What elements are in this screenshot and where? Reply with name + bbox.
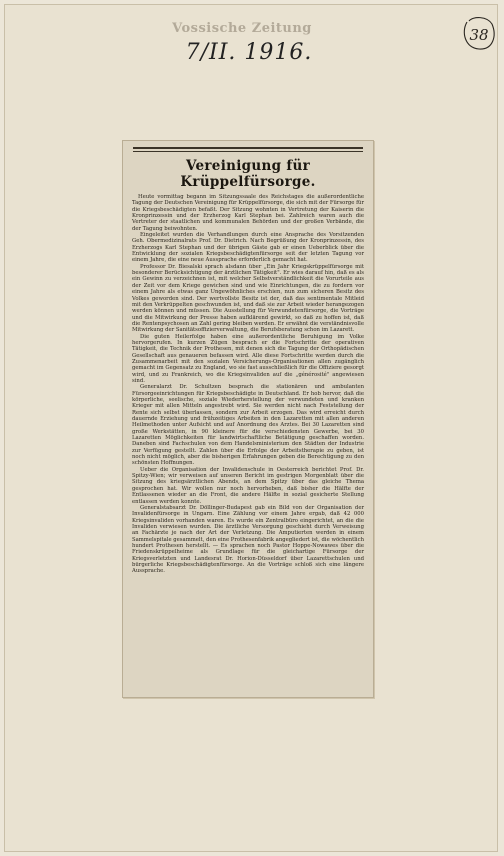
top-rule (133, 147, 363, 149)
article-paragraph: Heute vormittag begann im Sitzungssaale des Reichstages die außerordentliche Tagung der Deutschen Vereinigung für Krüppelfürsorge, die sich mit der Fürsorge für die Kriegsbeschädigten befaßt. Der Sitzung wohnten in Vertretung der Kaiserin die Kronprinzessin und der Erzherzog Karl Stephan bei. Zahlreich waren auch die Vertreter der staatlichen und kommunalen Behörden und der großen Verbände, die der Tagung beiwohnten. (132, 194, 364, 232)
page-number: 38 (469, 26, 489, 44)
article-body (123, 194, 373, 575)
newspaper-clipping (122, 140, 374, 698)
handwritten-date: 7/II. 1916. (185, 40, 313, 65)
article-headline: Vereinigung für Krüppelfürsorge. (180, 158, 316, 190)
article-paragraph: Generalstabsarzt Dr. Döllinger-Budapest gab ein Bild von der Organisation der Invalidenfürsorge in Ungarn. Eine Zählung vor einem Jahre ergab, daß 42 000 Kriegsinvaliden vorhanden waren. Es wurde ein Zentralbüro eingerichtet, an die die Invaliden verwiesen wurden. Die ärztliche Versorgung geschieht durch Verweisung an Fachärzte je nach der Art der Verletzung. Die Amputierten werden in einem Sammelspitale gesammelt, den eine Prothesenfabrik angegliedert ist, die wöchentlich hundert Prothesen herstellt. — Es sprachen noch Pastor Hoppe-Nowawes über die Friedenskrüppelheime als Grundlage für die gleichartige Fürsorge der Kriegsverletzten und Landesrat Dr. Horion-Düsseldorf über Lazarettschulen und bürgerliche Kriegsbeschädigtenfürsorge. An die Vorträge schloß sich eine längere Aussprache. (132, 504, 364, 575)
page-number-circle (459, 14, 499, 54)
newspaper-stamp: Vossische Zeitung (172, 21, 312, 36)
top-rule-thin (133, 151, 363, 152)
article-paragraph: Generalarzt Dr. Schultzen besprach die stationären und ambulanten Fürsorgeeinrichtungen für Kriegsbeschädigte in Deutschland. Er hob hervor, daß die körperliche, seelische, soziale Wiederherstellung der verwundeten und kranken Krieger mit allen Mitteln angestrebt wird. Sie werden nicht nach Feststellung der Rente sich selbst überlassen, sondern zur Arbeit erzogen. Das wird erreicht durch dauernde Erziehung und frühzeitiges Arbeiten in den Lazaretten mit allen anderen Heilmethoden unter Aufsicht und auf Anordnung des Arztes. Bei 30 Lazaretten sind große Werkstätten, in 90 kleinere für die verschiedensten Gewerbe, bei 30 Lazaretten Möglichkeiten für landwirtschaftliche Betätigung geschaffen worden. Daneben sind Fachschulen von dem Handelsministerium den Städten der Industrie zur Verfügung gestellt. Zahlen über die Erfolge der Arbeitstherapie zu geben, ist noch nicht möglich, aber die bisherigen Erfahrungen geben die Berechtigung zu den schönsten Hoffnungen. (132, 384, 364, 467)
article-paragraph: Professor Dr. Biesalski sprach alsdann über „Ein Jahr Kriegskrüppelfürsorge mit besonderer Berücksichtigung der ärztlichen Tätigkeit". Er wies darauf hin, daß es als ein Gewinn zu verzeichnen ist, mit welcher Selbstverständlichkeit die Vorurteile aus der Zeit vor dem Kriege gewichen sind und wie Einrichtungen, die zu fordern vor einem Jahre als etwas ganz Ungewöhnliches erschien, nun zum sicheren Besitz des Volkes geworden sind. Der wertvollste Besitz ist der, daß das sentimentale Mitleid mit den Verkrüppelten geschwunden ist, und daß sie zur Arbeit wieder herangezogen werden können und müssen. Die Ausstellung für Verwundetenfürsorge, die Vorträge und die Mitwirkung der Presse haben aufklärend gewirkt, so daß zu hoffen ist, daß die Rentenpsychosen an Zahl gering bleiben werden. Er erwähnt die verständnisvolle Mitwirkung der Sanitätsoffizierverwaltung, die Berufsberatung schon im Lazarett. (132, 263, 364, 334)
article-paragraph: Ueber die Organisation der Invalidenschule in Oesterreich berichtet Prof. Dr. Spitzy-Wien; wir verweisen auf unseren Bericht im gestrigen Morgenblatt über die Sitzung des kriegsärztlichen Abends, an dem Spitzy über das gleiche Thema gesprochen hat. Wir wollen nur noch hervorheben, daß bisher die Hälfte der Entlassenen wieder an die Front, die andere Hälfte in sozial gesicherte Stellung entlassen werden konnte. (132, 466, 364, 505)
archive-sheet (4, 4, 498, 852)
article-paragraph: Eingeleitet wurden die Verhandlungen durch eine Ansprache des Vorsitzenden Geh. Obermedizinalrats Prof. Dr. Dietrich. Nach Begrüßung der Kronprinzessin, des Erzherzogs Karl Stephan und der übrigen Gäste gab er einen Ueberblick über die Entwicklung der sozialen Kriegsbeschädigtenfürsorge seit der letzten Tagung vor einem Jahre, die eine neue Aussprache erforderlich gemacht hat. (132, 232, 364, 264)
article-paragraph: Die guten Heilerfolge haben eine außerordentliche Beruhigung im Volke hervorgerufen. In kurzen Zügen besprach er die Fortschritte der operativen Tätigkeit, die Technik der Prothesen, mit denen sich die Tagung der Orthopädischen Gesellschaft aus genaueren befassen wird. Alle diese Fortschritte werden durch die Zusammenarbeit mit den sozialen Versicherungs-Organisationen allen zugänglich gemacht im Gegensatz zu England, wo sie fast ausschließlich für die Offiziere gesorgt wird, und zu Frankreich, wo die Kriegsinvaliden auf die „générosité" angewiesen sind. (132, 333, 364, 384)
